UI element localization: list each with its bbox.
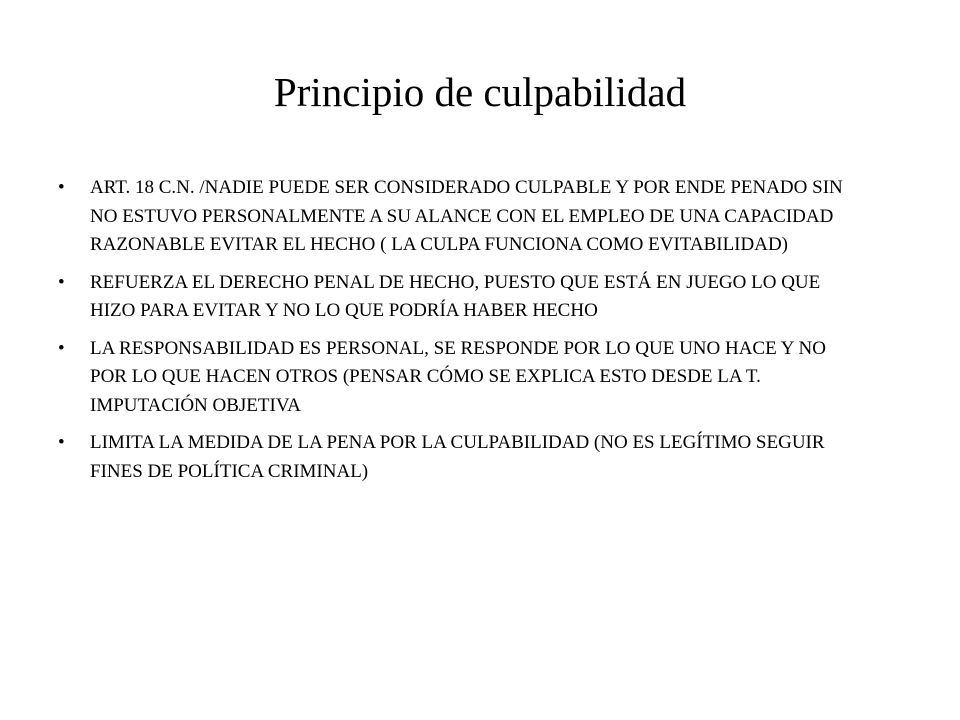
bullet-dot-icon: • [58,177,65,198]
bullet-dot-icon: • [58,271,65,293]
bullet-text: ART. 18 C.N. /NADIE PUEDE SER CONSIDERADO CULPABLE Y POR ENDE PENADO SIN NO ESTUVO PERSONALMENTE A SU ALANCE CON EL EMPLEO DE UNA CAPACIDAD RAZONABLE EVITAR EL HECHO ( LA CULPA FUNCIONA COMO EVITABILIDAD) [90,177,843,255]
bullet-text: LA RESPONSABILIDAD ES PERSONAL, SE RESPONDE POR LO QUE UNO HACE Y NO POR LO QUE HACEN OTROS (PENSAR CÓMO SE EXPLICA ESTO DESDE LA T. IMPUTACIÓN OBJETIVA [90,337,826,416]
bullet-dot-icon: • [58,337,65,359]
bullet-item [58,429,858,486]
bullet-text: LIMITA LA MEDIDA DE LA PENA POR LA CULPABILIDAD (NO ES LEGÍTIMO SEGUIR FINES DE POLÍTICA CRIMINAL) [90,432,825,482]
bullet-text: REFUERZA EL DERECHO PENAL DE HECHO, PUESTO QUE ESTÁ EN JUEGO LO QUE HIZO PARA EVITAR Y NO LO QUE PODRÍA HABER HECHO [90,271,821,321]
bullet-list [58,174,858,495]
bullet-item [58,174,858,260]
slide-title: Principio de culpabilidad [273,69,687,115]
bullet-item [58,269,858,326]
bullet-item [58,335,858,421]
bullet-dot-icon: • [58,432,65,453]
